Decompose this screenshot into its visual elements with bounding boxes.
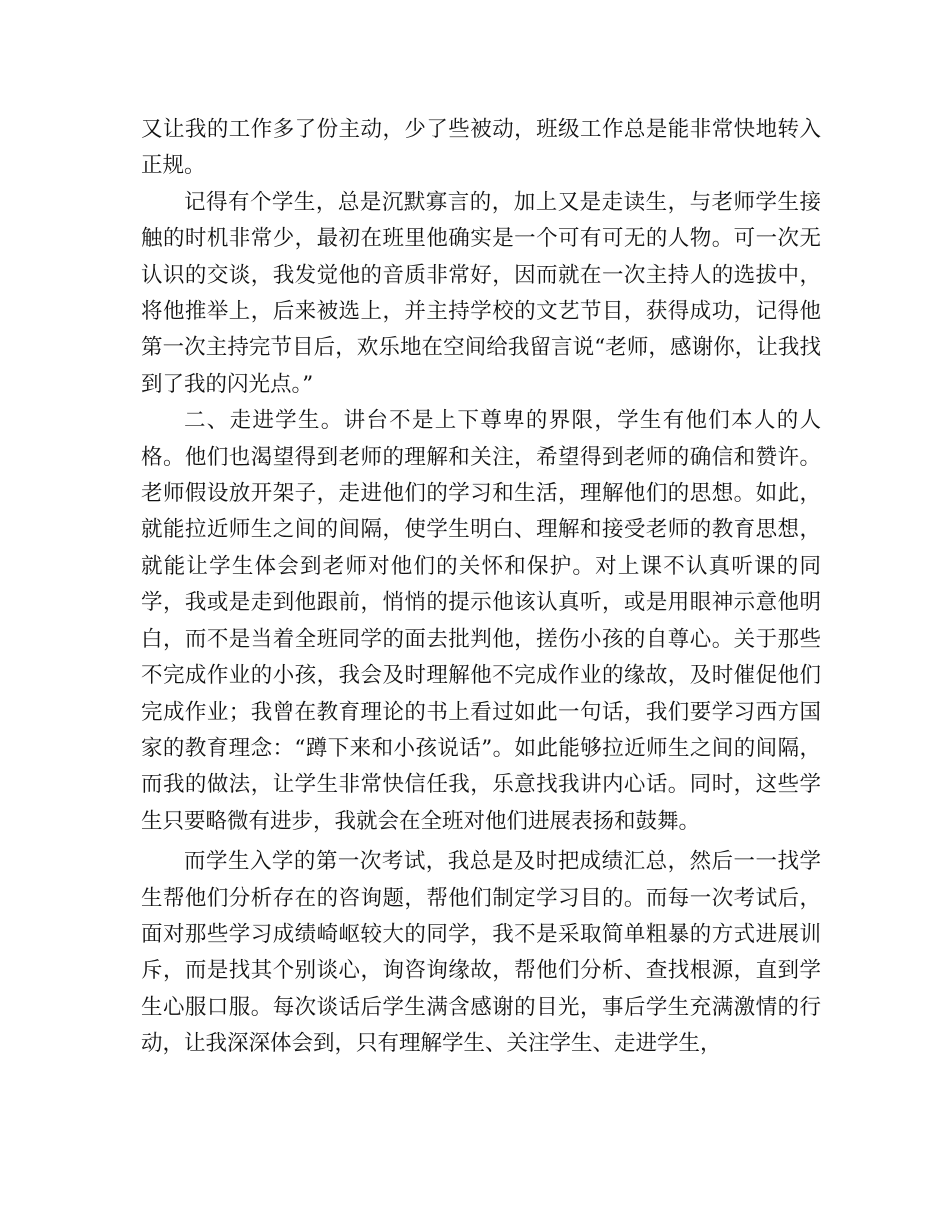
paragraph-4: 而学生入学的第一次考试，我总是及时把成绩汇总，然后一一找学生帮他们分析存在的咨询题，帮他们制定学习目的。而每一次考试后，面对那些学习成绩崎岖较大的同学，我不是采取简单粗暴的方式进展训斥，而是找其个别谈心，询咨询缘故，帮他们分析、查找根源，直到学生心服口服。每次谈话后学生满含感谢的目光，事后学生充满激情的行动，让我深深体会到，只有理解学生、关注学生、走进学生， (141, 849, 821, 1057)
document-page (141, 112, 821, 1063)
paragraph-1: 又让我的工作多了份主动，少了些被动，班级工作总是能非常快地转入正规。 (141, 117, 821, 179)
paragraph-2: 记得有个学生，总是沉默寡言的，加上又是走读生，与老师学生接触的时机非常少，最初在班里他确实是一个可有可无的人物。可一次无认识的交谈，我发觉他的音质非常好，因而就在一次主持人的选拔中，将他推举上，后来被选上，并主持学校的文艺节目，获得成功，记得他第一次主持完节目后，欢乐地在空间给我留言说“老师，感谢你，让我找到了我的闪光点。” (141, 189, 821, 397)
paragraph-3: 二、走进学生。讲台不是上下尊卑的界限，学生有他们本人的人格。他们也渴望得到老师的理解和关注，希望得到老师的确信和赞许。老师假设放开架子，走进他们的学习和生活，理解他们的思想。如此，就能拉近师生之间的间隔，使学生明白、理解和接受老师的教育思想，就能让学生体会到老师对他们的关怀和保护。对上课不认真听课的同学，我或是走到他跟前，悄悄的提示他该认真听，或是用眼神示意他明白，而不是当着全班同学的面去批判他，搓伤小孩的自尊心。关于那些不完成作业的小孩，我会及时理解他不完成作业的缘故，及时催促他们完成作业；我曾在教育理论的书上看过如此一句话，我们要学习西方国家的教育理念：“蹲下来和小孩说话”。如此能够拉近师生之间的间隔，而我的做法，让学生非常快信任我，乐意找我讲内心话。同时，这些学生只要略微有进步，我就会在全班对他们进展表扬和鼓舞。 (141, 408, 821, 834)
